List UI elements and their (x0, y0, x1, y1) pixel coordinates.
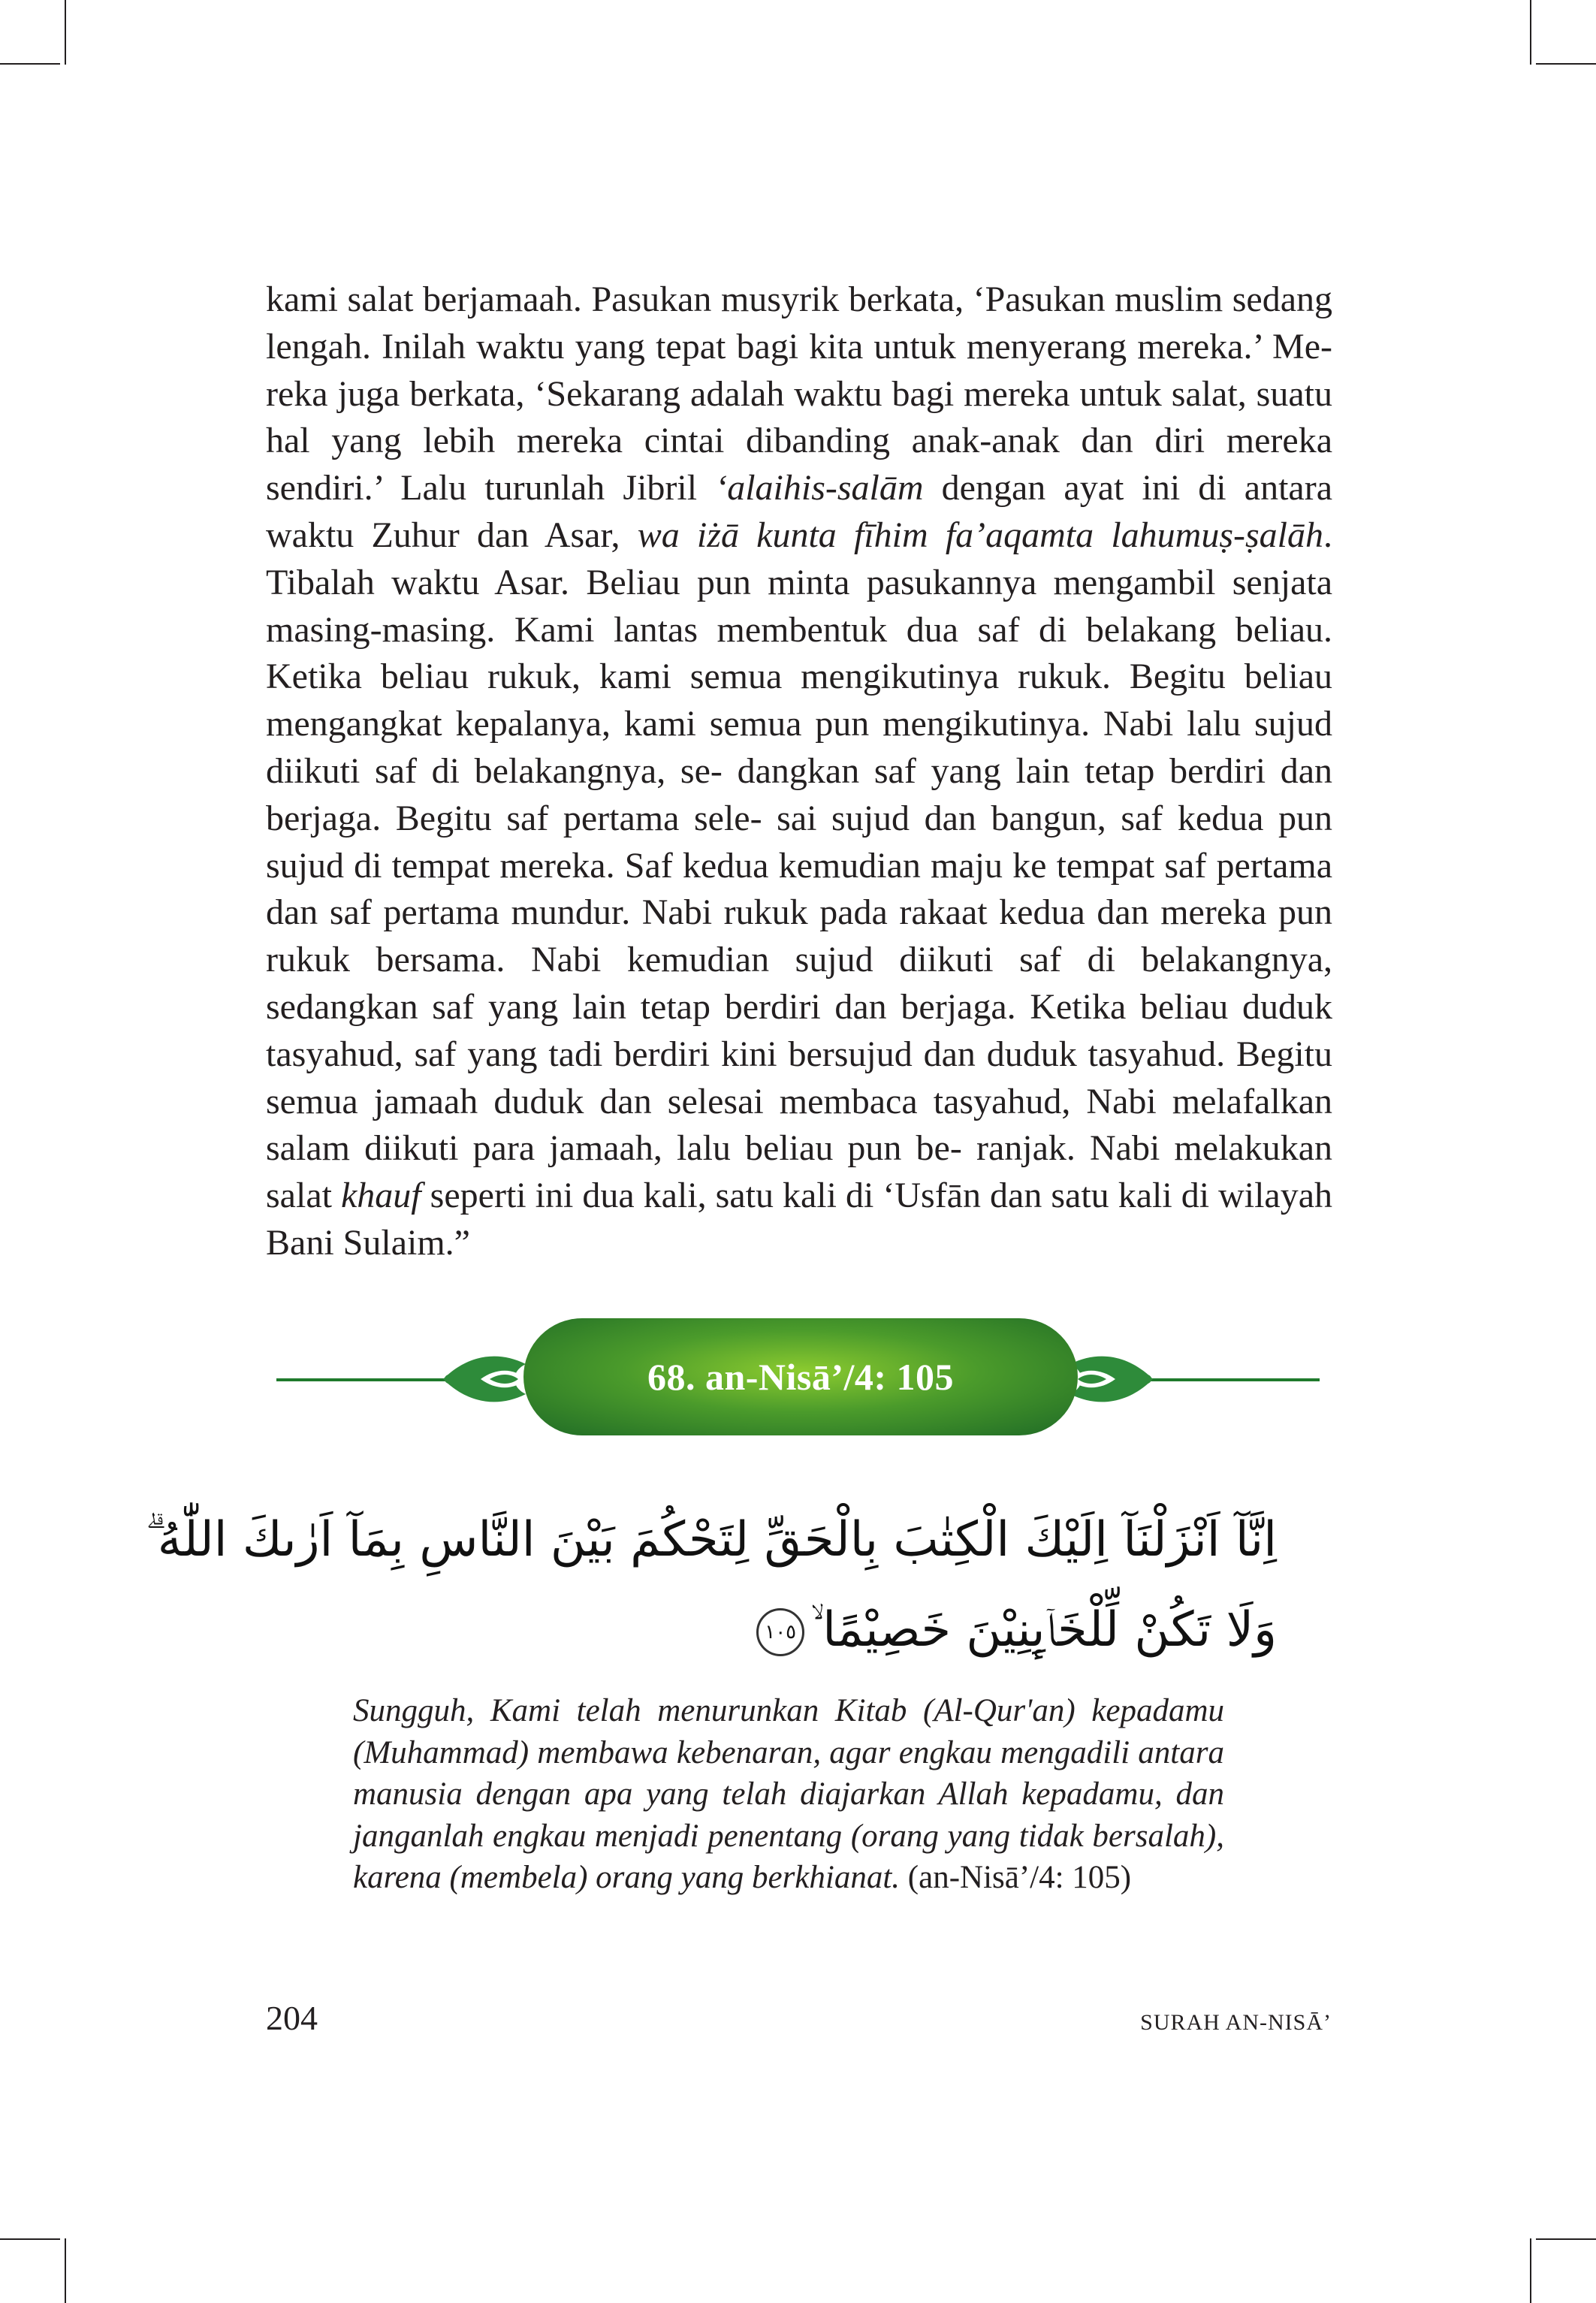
verse-translation (353, 1690, 1224, 1899)
transliteration: wa iżā kunta fīhim fa’aqamta lahumuṣ-ṣalāh (637, 515, 1324, 555)
body-text (266, 276, 1332, 1267)
body-line: kami salat berjamaah. Pasukan musyrik berkata, ‘Pasukan muslim sedang (266, 279, 1332, 319)
body-line: dengan ayat ini di antara waktu Zuhur (266, 468, 1333, 555)
body-paragraph (266, 276, 1332, 1267)
verse-heading (270, 1314, 1326, 1447)
body-line: ranjak. Nabi melakukan salat (266, 1128, 1333, 1216)
page-number: 204 (266, 1999, 318, 2037)
body-line: hal yang lebih mereka cintai dibanding anak-anak dan diri mereka sendiri.’ (266, 421, 1332, 509)
crop-mark (0, 2238, 60, 2240)
body-line: rukuk pada rakaat kedua dan mereka pun rukuk bersama. Nabi kemudian (266, 892, 1332, 980)
arabic-line-text: وَلَا تَكُنْ لِّلْخَاۤىِٕنِيْنَ خَصِيْمًا ۙ (810, 1602, 1277, 1658)
crop-mark (1530, 0, 1531, 65)
transliteration: ‘alaihis-salām (715, 468, 924, 509)
arabic-verse (145, 1495, 1277, 1675)
body-line: semua mengikutinya rukuk. Begitu beliau mengangkat kepalanya, kami (266, 656, 1333, 744)
arabic-line-2 (300, 1585, 1277, 1675)
italic-term: khauf (341, 1176, 421, 1216)
crop-mark (1536, 2238, 1596, 2240)
body-line: sai sujud dan bangun, saf kedua pun sujud di tempat mereka. Saf kedua (266, 798, 1333, 886)
body-line: Beliau pun minta pasukannya mengambil senjata masing-masing. Kami (266, 562, 1333, 650)
body-line: tasyahud, Nabi melafalkan salam diikuti para jamaah, lalu beliau pun be- (266, 1081, 1332, 1169)
heading-pill (523, 1318, 1078, 1435)
body-line: dangkan saf yang lain tetap berdiri dan berjaga. Begitu saf pertama sele- (266, 750, 1333, 838)
verse-reference-title: 68. an-Nisā’/4: 105 (647, 1356, 955, 1398)
body-line: dan satu kali di wilayah Bani Sulaim.” (266, 1176, 1333, 1263)
body-line: berjaga. Ketika beliau duduk tasyahud, saf yang tadi berdiri kini bersujud (266, 986, 1332, 1074)
body-line: reka juga berkata, ‘Sekarang adalah waktu bagi mereka untuk salat, suatu (266, 373, 1332, 414)
ayah-number-icon: ١٠٥ (756, 1608, 804, 1656)
body-line: semua pun mengikutinya. Nabi lalu sujud diikuti saf di belakangnya, se- (266, 704, 1332, 791)
crop-mark (65, 0, 66, 65)
crop-mark (1530, 2238, 1531, 2303)
crop-mark (1536, 63, 1596, 65)
arabic-line: اِنَّآ اَنْزَلْنَآ اِلَيْكَ الْكِتٰبَ بِالْحَقِّ لِتَحْكُمَ بَيْنَ النَّاسِ بِمَآ اَرٰىكَ اللّٰهُ ۗ (145, 1512, 1277, 1568)
crop-mark (65, 2238, 66, 2303)
body-line: Lalu turunlah Jibril (400, 468, 716, 509)
translation-text: Sungguh, Kami telah menurunkan Kitab (Al-Qur'an) kepadamu (Muhammad) membawa kebenaran, agar engkau mengadili antara manusia dengan apa yang telah diajarkan Allah kepadamu, dan janganlah engkau menjadi penentang (orang yang tidak bersalah), karena (membela) orang yang berkhianat. (353, 1693, 1224, 1895)
body-line: lantas membentuk dua saf di belakang beliau. Ketika beliau rukuk, kami (266, 609, 1333, 697)
running-head: SURAH AN-NISĀ’ (1140, 2010, 1332, 2035)
body-line: kemudian maju ke tempat saf pertama dan saf pertama mundur. Nabi (266, 845, 1333, 933)
body-line: . Tibalah waktu Asar. (266, 515, 1333, 602)
body-line: seperti ini dua kali, satu kali di ‘Usfān (421, 1176, 981, 1216)
body-line: lengah. Inilah waktu yang tepat bagi kita untuk menyerang mereka.’ Me- (266, 326, 1332, 367)
body-line: dan duduk tasyahud. Begitu semua jamaah duduk dan selesai membaca (266, 1034, 1332, 1121)
crop-mark (0, 63, 60, 65)
body-line: dan Asar, (476, 515, 638, 555)
translation-reference: (an-Nisā’/4: 105) (900, 1860, 1132, 1895)
body-line: sujud diikuti saf di belakangnya, sedangkan saf yang lain tetap berdiri dan (266, 940, 1333, 1027)
